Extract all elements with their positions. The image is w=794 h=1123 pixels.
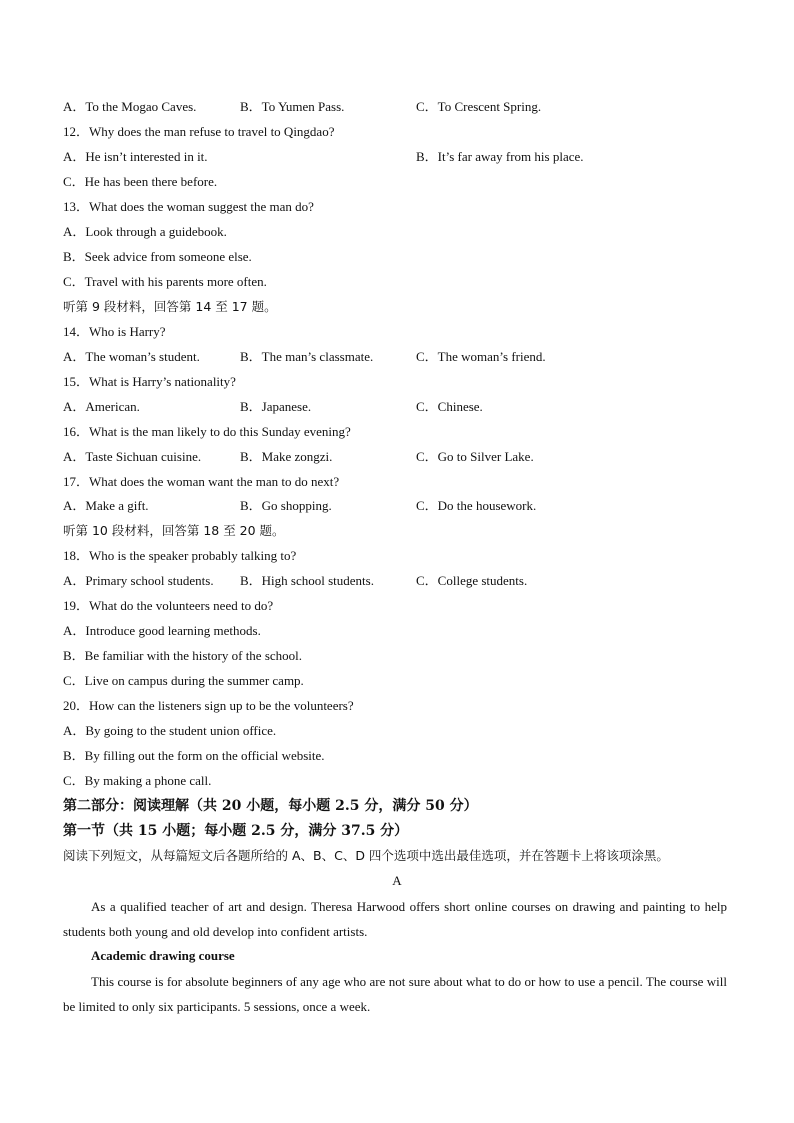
q17-options: [63, 498, 537, 514]
q20-option-b: B．By filling out the form on the official website.: [63, 748, 325, 763]
q15-option-c: C．Chinese.: [416, 399, 483, 414]
paragraph-2-text: This course is for absolute beginners of any age who are not sure about what to do or how to use a pencil. The course will be limited to only six participants. 5 sessions, once a week.: [63, 974, 727, 1014]
passage-9-instruction: 听第 9 段材料，回答第 14 至 17 题。: [63, 299, 277, 314]
q11-option-c: C．To Crescent Spring.: [416, 99, 542, 114]
q13-option-b: B．Seek advice from someone else.: [63, 249, 252, 264]
q15-option-a: A．American.: [63, 399, 140, 414]
q17-option-a: A．Make a gift.: [63, 498, 149, 513]
q11-option-b: B．To Yumen Pass.: [240, 99, 345, 114]
q15-stem: 15．What is Harry’s nationality?: [63, 374, 236, 389]
q16-option-c: C．Go to Silver Lake.: [416, 449, 534, 464]
q14-option-a: A．The woman’s student.: [63, 349, 200, 364]
passage-10-instruction: 听第 10 段材料，回答第 18 至 20 题。: [63, 523, 285, 538]
q18-option-c: C．College students.: [416, 573, 528, 588]
passage-paragraph-2: [63, 969, 727, 1019]
part-2-title: 第二部分：阅读理解（共 20 小题，每小题 2.5 分，满分 50 分）: [63, 798, 478, 814]
q12-option-a: A．He isn’t interested in it.: [63, 149, 208, 164]
q14-option-c: C．The woman’s friend.: [416, 349, 546, 364]
q13-option-c: C．Travel with his parents more often.: [63, 274, 267, 289]
section-1-title: 第一节（共 15 小题；每小题 2.5 分，满分 37.5 分）: [63, 823, 409, 839]
paragraph-1-text: As a qualified teacher of art and design. Theresa Harwood offers short online courses on drawing and painting to help students both young and old develop into confident artists.: [63, 899, 727, 939]
q19-option-b: B．Be familiar with the history of the school.: [63, 648, 303, 663]
q19-stem: 19．What do the volunteers need to do?: [63, 598, 274, 613]
q13-option-a: A．Look through a guidebook.: [63, 224, 227, 239]
q17-option-b: B．Go shopping.: [240, 498, 332, 513]
q19-option-a: A．Introduce good learning methods.: [63, 623, 261, 638]
passage-paragraph-1: [63, 894, 727, 944]
q15-options: [63, 399, 483, 415]
q12-option-b: B．It’s far away from his place.: [416, 149, 584, 164]
q20-stem: 20．How can the listeners sign up to be the volunteers?: [63, 698, 354, 713]
q20-option-a: A．By going to the student union office.: [63, 723, 277, 738]
q16-option-b: B．Make zongzi.: [240, 449, 333, 464]
q12-option-c: C．He has been there before.: [63, 174, 218, 189]
course-title: Academic drawing course: [91, 948, 235, 963]
q20-option-c: C．By making a phone call.: [63, 773, 212, 788]
q17-option-c: C．Do the housework.: [416, 498, 537, 513]
q19-option-c: C．Live on campus during the summer camp.: [63, 673, 304, 688]
q18-option-b: B．High school students.: [240, 573, 374, 588]
q16-options: [63, 449, 534, 465]
q14-option-b: B．The man’s classmate.: [240, 349, 374, 364]
q12-stem: 12．Why does the man refuse to travel to Qingdao?: [63, 124, 335, 139]
q11-options: [63, 99, 542, 115]
q17-stem: 17．What does the woman want the man to do next?: [63, 474, 340, 489]
q16-stem: 16．What is the man likely to do this Sunday evening?: [63, 424, 351, 439]
reading-instruction: 阅读下列短文，从每篇短文后各题所给的 A、B、C、D 四个选项中选出最佳选项，并在答题卡上将该项涂黑。: [63, 848, 669, 863]
q18-options: [63, 573, 528, 589]
q14-stem: 14．Who is Harry?: [63, 324, 166, 339]
q16-option-a: A．Taste Sichuan cuisine.: [63, 449, 202, 464]
q18-stem: 18．Who is the speaker probably talking to?: [63, 548, 297, 563]
q13-stem: 13．What does the woman suggest the man do?: [63, 199, 314, 214]
q14-options: [63, 349, 546, 365]
q11-option-a: A．To the Mogao Caves.: [63, 99, 197, 114]
q15-option-b: B．Japanese.: [240, 399, 312, 414]
passage-letter: A: [392, 873, 402, 888]
q12-options-row: [63, 149, 584, 165]
q18-option-a: A．Primary school students.: [63, 573, 214, 588]
